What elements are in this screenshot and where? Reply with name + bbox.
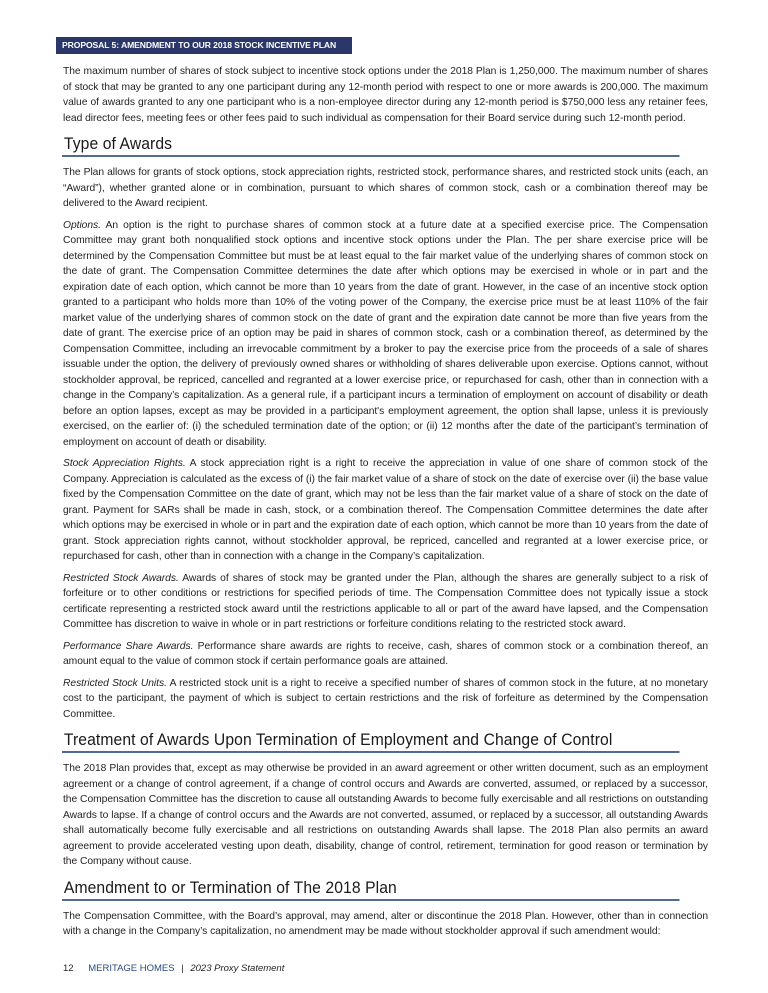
paragraph xyxy=(63,909,708,940)
heading-type-of-awards: Type of Awards xyxy=(62,134,680,157)
paragraph-restricted-stock-units xyxy=(63,676,708,723)
footer-separator: | xyxy=(181,963,184,974)
heading-termination-change-of-control: Treatment of Awards Upon Termination of Employment and Change of Control xyxy=(62,730,680,753)
paragraph-options xyxy=(63,218,708,451)
paragraph-text: A restricted stock unit is a right to receive a specified number of shares of common stock in the future, at no monetary cost to the participant, the payment of which is subject to certain restrictions and the risk of forfeiture as determined by the Compensation Committee. xyxy=(63,677,709,720)
paragraph-text: A stock appreciation right is a right to receive the appreciation in value of one share of common stock of the Company. Appreciation is calculated as the excess of (i) the fair market value of a share of stock on the date of exercise over (ii) the base value fixed by the Compensation Committee on the date of grant, which may not be less than the fair market value of a share of stock on the date of grant. Payment for SARs shall be made in cash, stock, or a combination thereof. The Compensation Committee determines the date after which options may be exercised in whole or in part and the expiration date of each option, which cannot be more than 10 years from the date of grant. Stock appreciation rights cannot, without stockholder approval, be repriced, cancelled and regranted at a lower exercise price, or repurchased for cash, other than in connection with a change in the Company’s capitalization. xyxy=(63,458,708,562)
page-content xyxy=(63,64,708,946)
paragraph-lead: Restricted Stock Awards. xyxy=(63,572,179,584)
paragraph-text: The 2018 Plan provides that, except as may otherwise be provided in an award agreement or other written document, such as an employment agreement or a change of control agreement, if a change of control occurs and Awards are converted, assumed, or replaced by a successor, the Compensation Committee has the discretion to cause all outstanding Awards to become fully exercisable and all restrictions on outstanding Awards to lapse. If a change of control occurs and the Awards are not converted, assumed, or replaced by a successor, all outstanding Awards shall automatically become fully exercisable and all restrictions on outstanding Awards shall lapse. The 2018 Plan also permits an award agreement to provide accelerated vesting upon death, disability, change of control, retirement, termination for good reason or termination by the Company without cause. xyxy=(63,763,708,867)
paragraph-sars xyxy=(63,456,708,565)
heading-amendment-termination: Amendment to or Termination of The 2018 Plan xyxy=(62,878,680,901)
paragraph xyxy=(63,761,708,870)
paragraph-performance-share-awards xyxy=(63,639,708,670)
paragraph-lead: Restricted Stock Units. xyxy=(63,677,167,689)
page-footer xyxy=(63,963,284,974)
section-type-of-awards xyxy=(63,134,708,157)
section-termination-change-of-control xyxy=(63,730,708,753)
paragraph-text: An option is the right to purchase shares of common stock at a future date at a specified exercise price. The Compensation Committee may grant both nonqualified stock options and incentive stock options under the Plan. The per share exercise price will be determined by the Compensation Committee but must be at least equal to the fair market value of the underlying shares of common stock on the date of grant. The Compensation Committee determines the date after which options may be exercised in whole or in part and the expiration date of each option, which cannot be more than 10 years from the date of grant. However, in the case of an incentive stock option granted to a participant who holds more than 10% of the voting power of the Company, the exercise price must be at least 110% of the fair market value of the underlying shares of common stock on the date of grant and the expiration date cannot be more than five years from the date of grant. The exercise price of an option may be paid in shares of common stock, cash or a combination thereof, as determined by the Compensation Committee, including an irrevocable commitment by a broker to pay the exercise price from the proceeds of a sale of shares issuable under the option, the delivery of previously owned shares or withholding of shares deliverable upon exercise. Options cannot, without stockholder approval, be repriced, cancelled and regranted at a lower exercise price, or repurchased for cash, other than in connection with a change in the Company’s capitalization. As a general rule, if a participant incurs a termination of employment on account of disability or death before an option lapses, except as may be provided in a participant's employment agreement, the option shall lapse, unless it is previously exercised, on the earlier of: (i) the scheduled termination date of the option; or (ii) 12 months after the date of the participant’s termination of employment on account of death or disability. xyxy=(63,219,708,448)
paragraph-restricted-stock-awards xyxy=(63,571,708,633)
paragraph xyxy=(63,165,708,212)
paragraph-lead: Stock Appreciation Rights. xyxy=(63,458,186,469)
paragraph-text: The Plan allows for grants of stock options, stock appreciation rights, restricted stock, performance shares, and restricted stock units (each, an “Award”), whether granted alone or in combination, pursuant to which shares of common stock, cash or a combination thereof may be delivered to the Award recipient. xyxy=(63,167,708,209)
section-banner: PROPOSAL 5: AMENDMENT TO OUR 2018 STOCK INCENTIVE PLAN xyxy=(56,37,352,54)
paragraph-text: The Compensation Committee, with the Board’s approval, may amend, alter or discontinue the 2018 Plan. However, other than in connection with a change in the Company’s capitalization, no amendment may be made without stockholder approval if such amendment would: xyxy=(63,910,708,937)
page-number: 12 xyxy=(63,963,74,974)
paragraph-text: Performance share awards are rights to receive, cash, shares of common stock or a combination thereof, an amount equal to the value of common stock if certain performance goals are attained. xyxy=(63,640,708,667)
paragraph-lead: Performance Share Awards. xyxy=(63,640,194,652)
paragraph-lead: Options. xyxy=(63,219,101,231)
intro-paragraph: The maximum number of shares of stock subject to incentive stock options under the 2018 Plan is 1,250,000. The maximum number of shares of stock that may be granted to any one participant during any 12-month period with respect to one or more awards is 200,000. The maximum value of awards granted to any one participant who is a non-employee director during any 12-month period is $750,000 less any retainer fees, lead director fees, meeting fees or other fees paid to such individual as compensation for their Board service during such 12-month period. xyxy=(63,66,708,124)
paragraph-text: Awards of shares of stock may be granted under the Plan, although the shares are generally subject to a risk of forfeiture or to other conditions or restrictions for specified periods of time. The Compensation Committee does not typically issue a stock certificate representing a restricted stock award until the restrictions applicable to all or part of the award have lapsed, and the Compensation Committee has discretion to waive in whole or in part restrictions or forfeiture conditions relating to the restricted stock award. xyxy=(63,572,708,630)
section-amendment-termination xyxy=(63,878,708,901)
document-title: 2023 Proxy Statement xyxy=(190,963,285,974)
company-name: MERITAGE HOMES xyxy=(88,963,175,974)
